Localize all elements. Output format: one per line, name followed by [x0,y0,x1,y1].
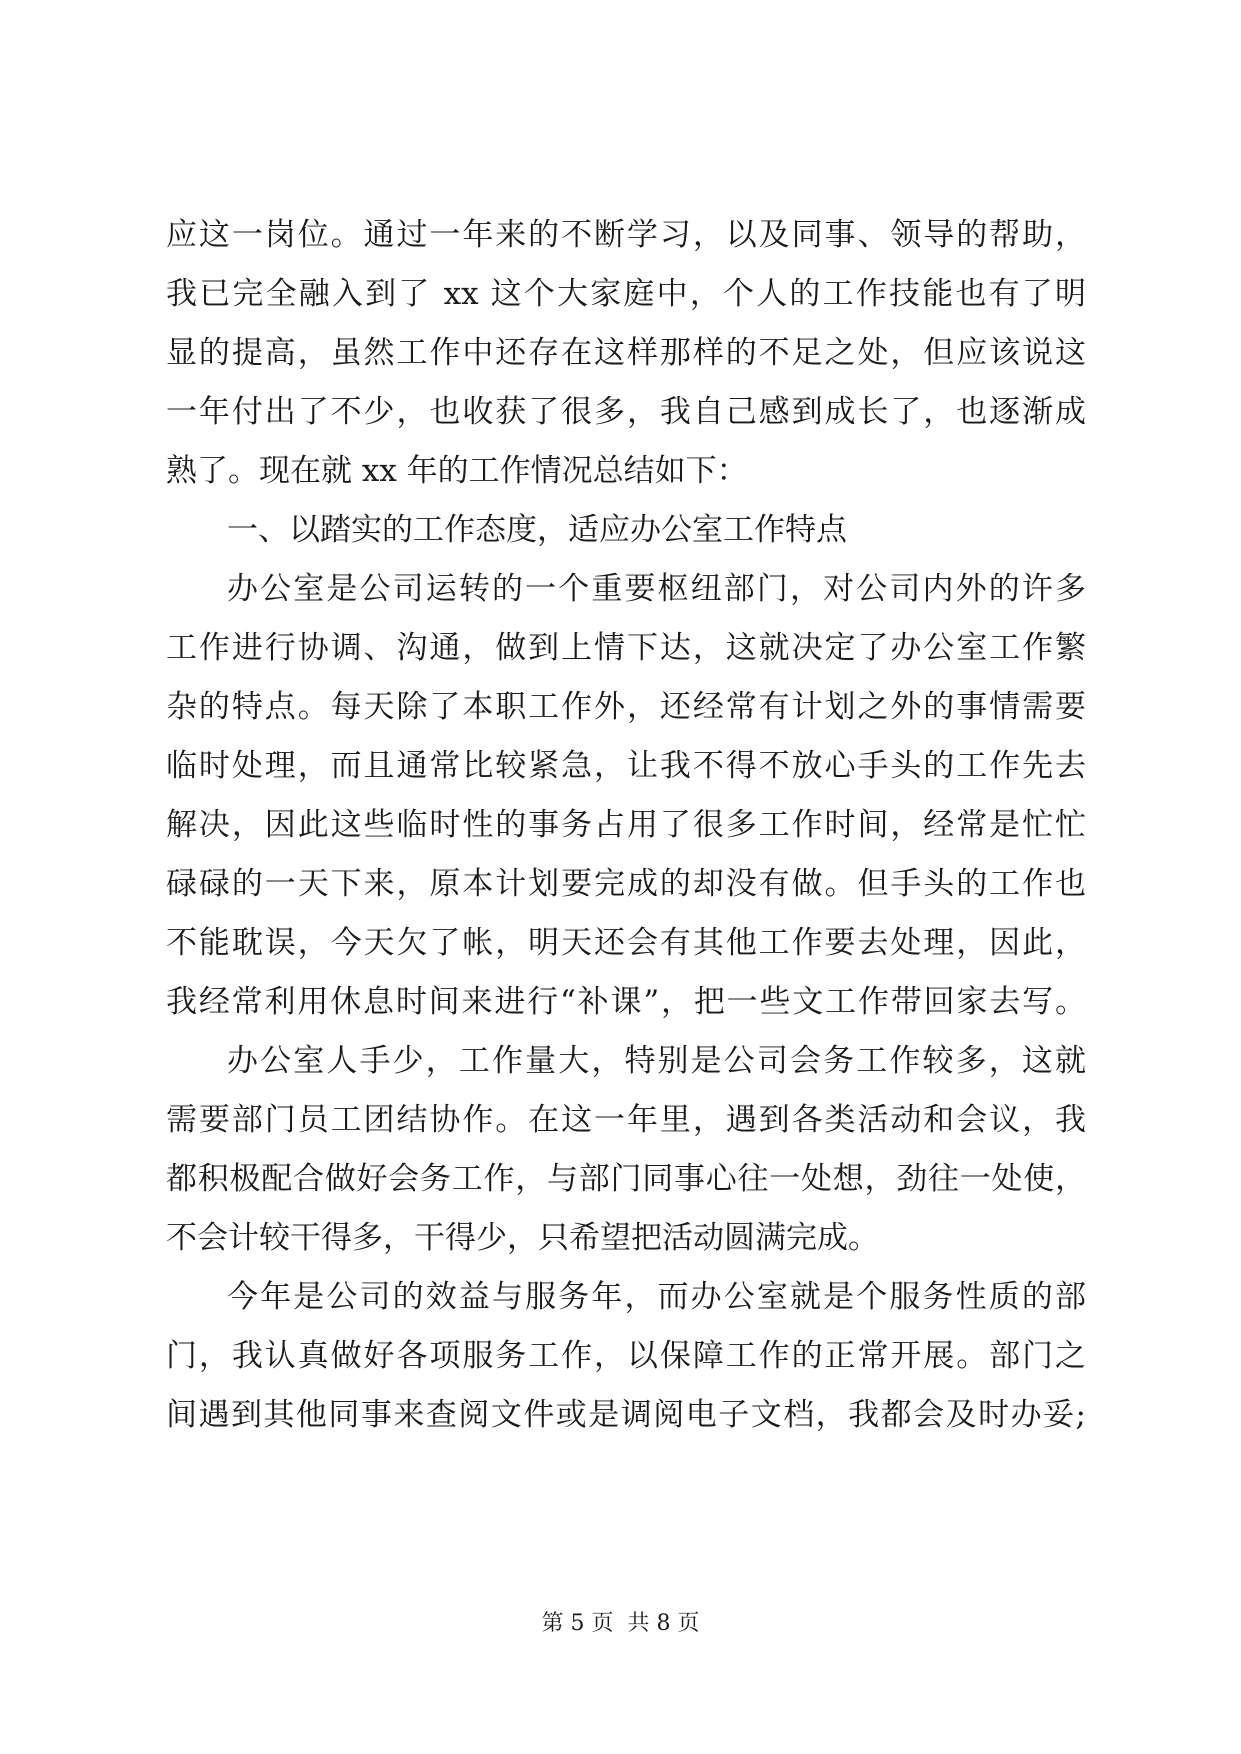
body-text-line: 不能耽误，今天欠了帐，明天还会有其他工作要去处理，因此， [166,925,1086,961]
body-text-line: 办公室是公司运转的一个重要枢纽部门，对公司内外的许多 [227,571,1086,607]
body-text-line: 不会计较干得多，干得少，只希望把活动圆满完成。 [166,1220,879,1256]
body-text-line: 一年付出了不少，也收获了很多，我自己感到成长了，也逐渐成 [166,394,1086,430]
body-text-line: 熟了。现在就 xx 年的工作情况总结如下： [166,453,748,489]
body-text-line: 我经常利用休息时间来进行“补课”，把一些文工作带回家去写。 [166,984,1086,1020]
body-text-line: 显的提高，虽然工作中还存在这样那样的不足之处，但应该说这 [166,335,1086,371]
page-number-footer: 第 5 页 共 8 页 [541,1611,700,1636]
body-text-line: 需要部门员工团结协作。在这一年里，遇到各类活动和会议，我 [166,1102,1086,1138]
body-text-line: 临时处理，而且通常比较紧急，让我不得不放心手头的工作先去 [166,748,1086,784]
body-text-line: 碌碌的一天下来，原本计划要完成的却没有做。但手头的工作也 [166,866,1086,902]
body-text-line: 都积极配合做好会务工作，与部门同事心往一处想，劲往一处使， [166,1161,1086,1197]
body-text-line: 办公室人手少，工作量大，特别是公司会务工作较多，这就 [227,1043,1086,1079]
body-text-line: 门，我认真做好各项服务工作，以保障工作的正常开展。部门之 [166,1338,1086,1374]
section-heading: 一、以踏实的工作态度，适应办公室工作特点 [227,512,847,548]
body-text-line: 间遇到其他同事来查阅文件或是调阅电子文档，我都会及时办妥; [166,1397,1086,1433]
body-text-line: 工作进行协调、沟通，做到上情下达，这就决定了办公室工作繁 [166,630,1086,666]
body-text-line: 杂的特点。每天除了本职工作外，还经常有计划之外的事情需要 [166,689,1086,725]
body-text-line: 解决，因此这些临时性的事务占用了很多工作时间，经常是忙忙 [166,807,1086,843]
body-text-line: 应这一岗位。通过一年来的不断学习，以及同事、领导的帮助， [166,217,1086,253]
body-text-line: 我已完全融入到了 xx 这个大家庭中，个人的工作技能也有了明 [166,276,1086,312]
body-text-line: 今年是公司的效益与服务年，而办公室就是个服务性质的部 [227,1279,1086,1315]
